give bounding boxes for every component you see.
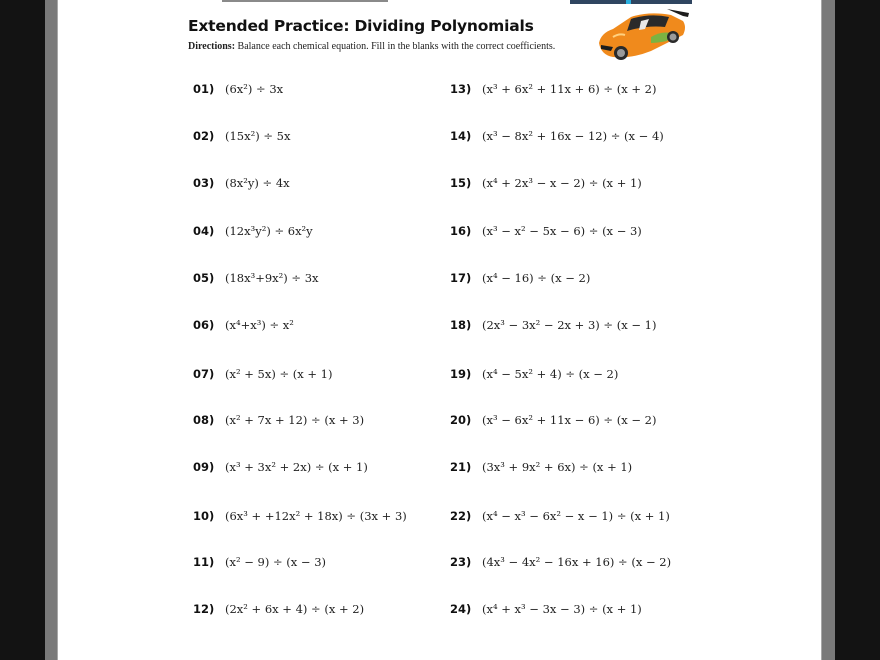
problem-number: 22) bbox=[450, 509, 472, 523]
directions-text: Balance each chemical equation. Fill in the blanks with the correct coefficients. bbox=[235, 41, 556, 52]
problem-02 bbox=[193, 127, 290, 145]
problem-expression: (x³ + 3x² + 2x) ÷ (x + 1) bbox=[225, 460, 368, 474]
problem-13 bbox=[450, 80, 656, 98]
problem-expression: (x³ − 8x² + 16x − 12) ÷ (x − 4) bbox=[482, 129, 664, 143]
problem-expression: (x³ − 6x² + 11x − 6) ÷ (x − 2) bbox=[482, 413, 657, 427]
directions-label: Directions: bbox=[188, 41, 236, 52]
problem-expression: (x⁴ + x³ − 3x − 3) ÷ (x + 1) bbox=[482, 602, 642, 616]
problem-19 bbox=[450, 365, 618, 383]
problem-number: 04) bbox=[193, 224, 215, 238]
problem-expression: (x⁴ − x³ − 6x² − x − 1) ÷ (x + 1) bbox=[482, 509, 670, 523]
worksheet-title: Extended Practice: Dividing Polynomials bbox=[188, 17, 534, 35]
problem-24 bbox=[450, 600, 642, 618]
problem-number: 05) bbox=[193, 271, 215, 285]
problem-number: 09) bbox=[193, 460, 215, 474]
problem-18 bbox=[450, 316, 656, 334]
problem-expression: (2x³ − 3x² − 2x + 3) ÷ (x − 1) bbox=[482, 318, 657, 332]
problem-10 bbox=[193, 507, 407, 525]
problem-11 bbox=[193, 553, 326, 571]
problem-number: 02) bbox=[193, 129, 215, 143]
problem-number: 13) bbox=[450, 82, 472, 96]
problem-expression: (x⁴ − 16) ÷ (x − 2) bbox=[482, 271, 591, 285]
problem-number: 12) bbox=[193, 602, 215, 616]
problem-expression: (x² − 9) ÷ (x − 3) bbox=[225, 555, 327, 569]
problem-number: 10) bbox=[193, 509, 215, 523]
problem-expression: (6x²) ÷ 3x bbox=[225, 82, 284, 96]
problem-expression: (4x³ − 4x² − 16x + 16) ÷ (x − 2) bbox=[482, 555, 672, 569]
problem-expression: (x⁴ − 5x² + 4) ÷ (x − 2) bbox=[482, 367, 619, 381]
problem-04 bbox=[193, 222, 313, 240]
problem-number: 24) bbox=[450, 602, 472, 616]
problem-expression: (2x² + 6x + 4) ÷ (x + 2) bbox=[225, 602, 365, 616]
sports-car-image bbox=[591, 3, 693, 63]
problem-07 bbox=[193, 365, 333, 383]
problem-number: 21) bbox=[450, 460, 472, 474]
problem-23 bbox=[450, 553, 671, 571]
problem-05 bbox=[193, 269, 319, 287]
problem-number: 20) bbox=[450, 413, 472, 427]
directions bbox=[188, 41, 555, 52]
header-rule bbox=[222, 0, 388, 2]
problem-08 bbox=[193, 411, 364, 429]
problem-expression: (8x²y) ÷ 4x bbox=[225, 176, 290, 190]
problem-12 bbox=[193, 600, 364, 618]
problem-number: 01) bbox=[193, 82, 215, 96]
problem-20 bbox=[450, 411, 656, 429]
problem-expression: (x⁴+x³) ÷ x² bbox=[225, 318, 294, 332]
problem-expression: (x³ − x² − 5x − 6) ÷ (x − 3) bbox=[482, 224, 642, 238]
problem-01 bbox=[193, 80, 283, 98]
problem-number: 06) bbox=[193, 318, 215, 332]
problem-03 bbox=[193, 174, 290, 192]
problem-06 bbox=[193, 316, 294, 334]
problem-number: 18) bbox=[450, 318, 472, 332]
problem-14 bbox=[450, 127, 664, 145]
worksheet-page bbox=[58, 0, 821, 660]
problem-16 bbox=[450, 222, 642, 240]
problem-number: 08) bbox=[193, 413, 215, 427]
problem-expression: (12x³y²) ÷ 6x²y bbox=[225, 224, 313, 238]
problem-09 bbox=[193, 458, 368, 476]
problem-expression: (x² + 7x + 12) ÷ (x + 3) bbox=[225, 413, 365, 427]
problem-number: 11) bbox=[193, 555, 215, 569]
problem-expression: (15x²) ÷ 5x bbox=[225, 129, 291, 143]
problem-expression: (3x³ + 9x² + 6x) ÷ (x + 1) bbox=[482, 460, 633, 474]
problem-number: 23) bbox=[450, 555, 472, 569]
problem-expression: (18x³+9x²) ÷ 3x bbox=[225, 271, 319, 285]
problem-22 bbox=[450, 507, 670, 525]
problem-number: 03) bbox=[193, 176, 215, 190]
problem-expression: (x⁴ + 2x³ − x − 2) ÷ (x + 1) bbox=[482, 176, 642, 190]
problem-number: 19) bbox=[450, 367, 472, 381]
viewer-gutter-left bbox=[45, 0, 58, 660]
viewer-gutter-right bbox=[821, 0, 835, 660]
problem-expression: (x² + 5x) ÷ (x + 1) bbox=[225, 367, 333, 381]
problem-15 bbox=[450, 174, 642, 192]
problem-17 bbox=[450, 269, 590, 287]
problem-number: 17) bbox=[450, 271, 472, 285]
problem-number: 14) bbox=[450, 129, 472, 143]
problem-number: 16) bbox=[450, 224, 472, 238]
problem-expression: (6x³ + +12x² + 18x) ÷ (3x + 3) bbox=[225, 509, 407, 523]
problem-21 bbox=[450, 458, 632, 476]
problem-number: 15) bbox=[450, 176, 472, 190]
problem-expression: (x³ + 6x² + 11x + 6) ÷ (x + 2) bbox=[482, 82, 657, 96]
problem-number: 07) bbox=[193, 367, 215, 381]
